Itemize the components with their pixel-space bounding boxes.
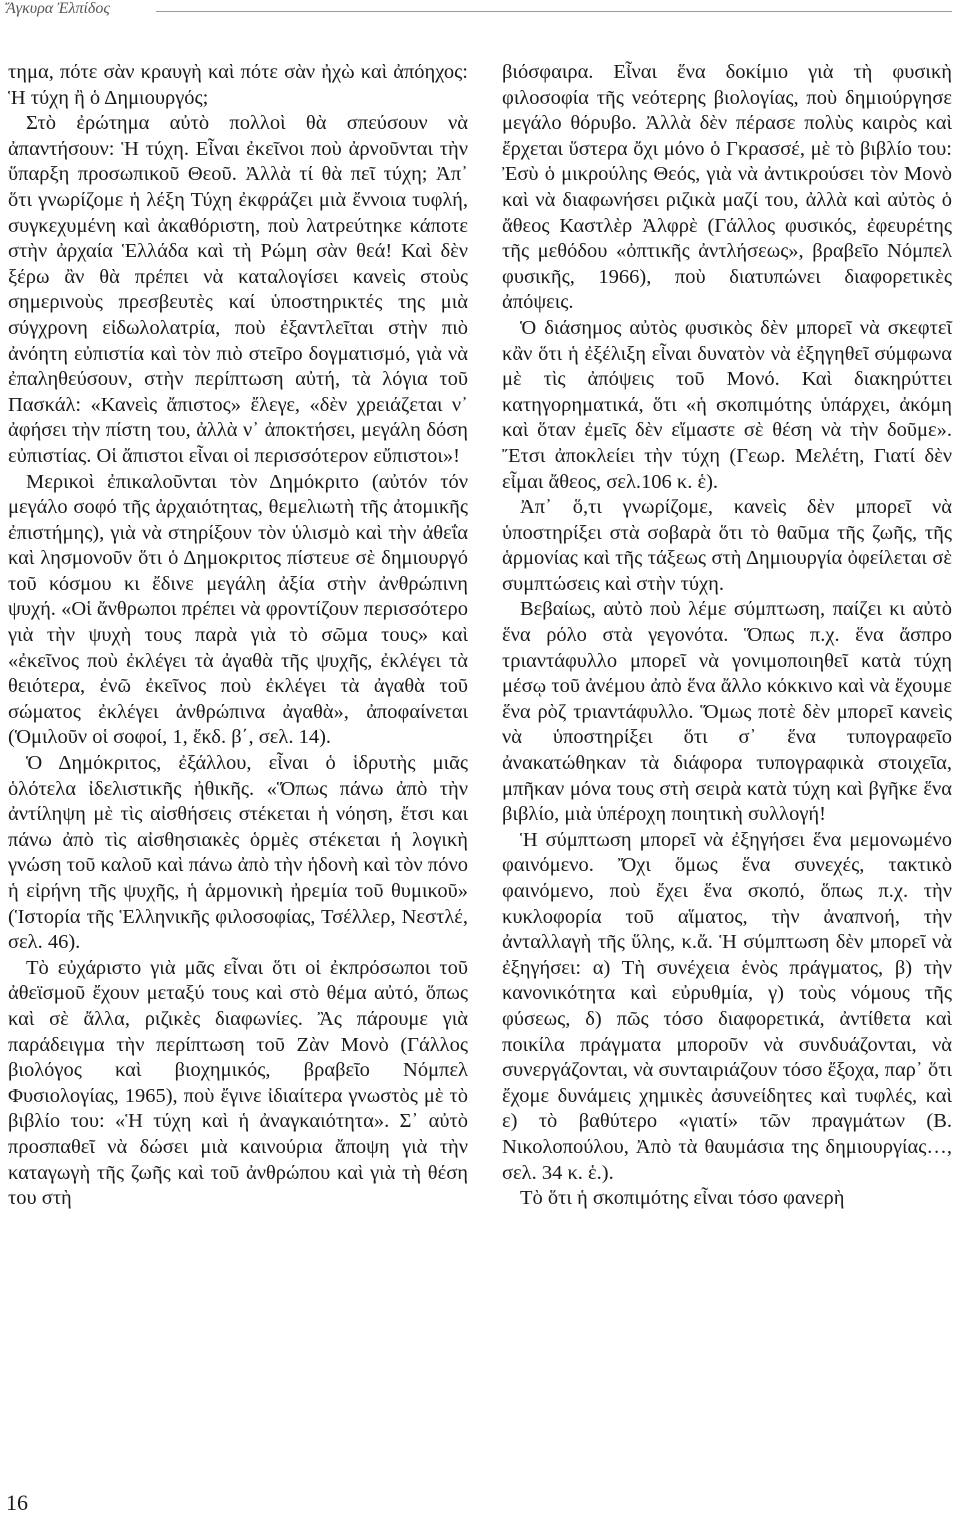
paragraph: Τὸ ὅτι ἡ σκοπιμότης εἶναι τόσο φανερὴ — [520, 1187, 845, 1210]
right-column — [502, 60, 952, 1212]
paragraph: Βεβαίως, αὐτὸ ποὺ λέμε σύμπτωση, παίζει κι αὐτὸ ἕνα ρόλο στὰ γεγονότα. Ὅπως π.χ. ἕνα ἄσπρο τριαντάφυλλο μπορεῖ νὰ γονιμοποιηθεῖ κατὰ τύχη μέσῳ τοῦ ἀνέμου ἀπὸ ἕνα ἄλλο κόκκινο καὶ νὰ ἔχουμε ἕνα ρὸζ τριαντάφυλλο. Ὅμως ποτὲ δὲν μπορεῖ κανεὶς νὰ ὑποστηρίξει ὅτι σ᾽ ἕνα τυπογραφεῖο ἀνακατώθηκαν τὰ διάφορα τυπογραφικὰ στοιχεῖα, μπῆκαν μόνα τους στὴ σειρὰ κατὰ τύχη καὶ βγῆκε ἕνα βιβλίο, μιὰ ὑπέροχη ποιητικὴ συλλογή! — [502, 598, 952, 826]
paragraph: Στὸ ἐρώτημα αὐτὸ πολλοὶ θὰ σπεύσουν νὰ ἀπαντήσουν: Ἡ τύχη. Εἶναι ἐκεῖνοι ποὺ ἀρνοῦνται τὴν ὕπαρξη προσωπικοῦ Θεοῦ. Ἀλλὰ τί θὰ πεῖ τύχη; Ἀπ᾽ ὅτι γνωρίζομε ἡ λέξη Τύχη ἐκφράζει μιὰ ἔννοια τυφλή, συγκεχυμένη καὶ ἀκαθόριστη, ποὺ λατρεύτηκε κάποτε στὴν ἀρχαία Ἑλλάδα καὶ τὴ Ρώμη σὰν θεά! Καὶ δὲν ξέρω ἂν θὰ πρέπει νὰ καταλογίσει κανεὶς στοὺς σημερινοὺς πρεσβευτὲς καί ὑποστηρικτές της μιὰ σύγχρονη εἰδωλολατρία, ποὺ ἐξαντλεῖται στὴν πιὸ ἀνόητη εὐπιστία καὶ τὸν πιὸ στεῖρο δογματισμό, γιὰ νὰ ἐπαληθεύσουν, στὴν περίπτωση αὐτή, τὰ λόγια τοῦ Πασκάλ: «Κανεὶς ἄπιστος» ἔλεγε, «δὲν χρειάζεται ν᾽ ἀφήσει τὴν πίστη του, ἀλλὰ ν᾽ ἀποκτήσει, μεγάλη δόση εὐπιστίας. Οἱ ἄπιστοι εἶναι οἱ περισσότερον εὔπιστοι»! — [8, 112, 468, 467]
paragraph: Μερικοὶ ἐπικαλοῦνται τὸν Δημόκριτο (αὐτόν τόν μεγάλο σοφό τῆς ἀρχαιότητας, θεμελιωτὴ τῆς ἀτομικῆς ἐπιστήμης), γιὰ νὰ στηρίξουν τὸν ὑλισμὸ καὶ τὴν ἀθεΐα καὶ λησμονοῦν ὅτι ὁ Δημοκριτος πίστευε σὲ δημιουργό τοῦ κόσμου κι ἔδινε μεγάλη ἀξία στὴν ἀνθρώπινη ψυχή. «Οἱ ἄνθρωποι πρέπει νὰ φροντίζουν περισσότερο γιὰ τὴν ψυχὴ τους παρὰ γιὰ τὸ σῶμα τους» καὶ «ἐκεῖνος ποὺ ἐκλέγει τὰ ἀγαθὰ τῆς ψυχῆς, ἐκλέγει τὰ θειότερα, ἐνῶ ἐκεῖνος ποὺ ἐκλέγει τὰ ἀγαθὰ τοῦ σώματος ἐκλέγει ἀνθρώπινα ἀγαθὰ», ἀποφαίνεται (Ὁμιλοῦν οἱ σοφοί, 1, ἔκδ. β΄, σελ. 14). — [8, 470, 468, 749]
paragraph: Ἡ σύμπτωση μπορεῖ νὰ ἐξηγήσει ἕνα μεμονωμένο φαινόμενο. Ὄχι ὅμως ἕνα συνεχές, τακτικὸ φαινόμενο, ποὺ ἔχει ἕνα σκοπό, ὅπως π.χ. τὴν κυκλοφορία τοῦ αἵματος, τὴν ἀναπνοή, τὴν ἀνταλλαγὴ τῆς ὕλης, κ.ἄ. Ἡ σύμπτωση δὲν μπορεῖ νὰ ἐξηγήσει: α) Τὴ συνέχεια ἑνὸς πράγματος, β) τὴν κανονικότητα καὶ εὐρυθμία, γ) τοὺς νόμους τῆς φύσεως, δ) πῶς τόσο διαφορετικά, ἀντίθετα καὶ ποικίλα πράγματα μποροῦν νὰ συνδυάζονται, νὰ συνεργάζονται, νὰ συνταιριάζουν τόσο ἔξοχα, παρ᾽ ὅτι ἔχομε δυνάμεις χημικὲς ἀσυνείδητες καὶ τυφλές, καὶ ε) τὸ βαθύτερο «γιατί» τῶν πραγμάτων (Β. Νικολοπούλου, Ἀπὸ τὰ θαυμάσια της δημιουργίας…, σελ. 34 κ. ἑ.). — [502, 828, 952, 1184]
paragraph: Ἀπ᾽ ὅ,τι γνωρίζομε, κανεὶς δὲν μπορεῖ νὰ ὑποστηρίξει στὰ σοβαρὰ ὅτι τὸ θαῦμα τῆς ζωῆς, τῆς ἁρμονίας καὶ τῆς τάξεως στὴ Δημιουργία ὀφείλεται σὲ συμπτώσεις καὶ στὴν τύχη. — [502, 496, 952, 595]
paragraph: βιόσφαιρα. Εἶναι ἕνα δοκίμιο γιὰ τὴ φυσικὴ φιλοσοφία τῆς νεότερης βιολογίας, ποὺ δημιούργησε μεγάλο θόρυβο. Ἀλλὰ δὲν πέρασε πολὺς καιρὸς καὶ ἔρχεται ὕστερα ὄχι μόνο ὁ Γκρασσέ, μὲ τὸ βιβλίο του: Ἐσὺ ὁ μικρούλης Θεός, γιὰ νὰ ἀντικρούσει τὸν Μονὸ καὶ νὰ διαφωνήσει ριζικὰ μαζί του, ἀλλὰ καὶ αὐτὸς ὁ ἄθεος Καστλὲρ Ἀλφρὲ (Γάλλος φυσικός, ἐφευρέτης τῆς μεθόδου «ὀπτικῆς ἀντλήσεως», βραβεῖο Νόμπελ φυσικῆς, 1966), ποὺ διατυπώνει διαφορετικὲς ἀπόψεις. — [502, 61, 952, 314]
page-number: 16 — [6, 1490, 28, 1515]
header-rule — [156, 11, 952, 12]
paragraph: τημα, πότε σὰν κραυγὴ καὶ πότε σὰν ἠχὼ καὶ ἀπόηχος: Ἡ τύχη ἢ ὁ Δημιουργός; — [8, 61, 468, 109]
left-column — [8, 60, 468, 1212]
paragraph: Ὁ Δημόκριτος, ἐξάλλου, εἶναι ὁ ἱδρυτὴς μιᾶς ὁλότελα ἰδελιστικῆς ἠθικῆς. «Ὅπως πάνω ἀπὸ τὴν ἀντίληψη μὲ τὶς αἰσθήσεις στέκεται ἡ νόηση, ἔτσι και πάνω ἀπὸ τὶς αἰσθησιακὲς ὁρμὲς στέκεται ἡ λογικὴ γνώση τοῦ καλοῦ καὶ πάνω ἀπὸ τὴν ἡδονὴ καὶ τὸν πόνο ἡ εἰρήνη τῆς ψυχῆς, ἡ ἁρμονικὴ ἠρεμία τοῦ θυμικοῦ» (Ἱστορία τῆς Ἑλληνικῆς φιλοσοφίας, Τσέλλερ, Νεστλέ, σελ. 46). — [8, 752, 468, 954]
paragraph: Ὁ διάσημος αὐτὸς φυσικὸς δὲν μπορεῖ νὰ σκεφτεῖ κἂν ὅτι ἡ ἐξέλιξη εἶναι δυνατὸν νὰ ἐξηγηθεῖ σύμφωνα μὲ τὶς ἀπόψεις τοῦ Μονό. Καὶ διακηρύττει κατηγορηματικά, ὅτι «ἡ σκοπιμότης ὑπάρχει, ἀκόμη καὶ ὅταν ἐμεῖς δὲν εἴμαστε σὲ θέση νὰ τὴν δοῦμε». Ἔτσι ἀποκλείει τὴν τύχη (Γεωρ. Μελέτη, Γιατί δὲν εἶμαι ἄθεος, σελ.106 κ. ἑ). — [502, 316, 952, 493]
header-title: Ἄγκυρα Ἐλπίδος — [6, 0, 110, 17]
running-header — [0, 0, 960, 24]
paragraph: Τὸ εὐχάριστο γιὰ μᾶς εἶναι ὅτι οἱ ἐκπρόσωποι τοῦ ἀθεϊσμοῦ ἔχουν μεταξύ τους καὶ στὸ θέμα αὐτό, ὅπως καὶ σὲ ἄλλα, ριζικὲς διαφωνίες. Ἂς πάρουμε γιὰ παράδειγμα τὴν περίπτωση τοῦ Ζὰν Μονὸ (Γάλλος βιολόγος καὶ βιοχημικός, βραβεῖο Νόμπελ Φυσιολογίας, 1965), ποὺ ἔγινε ἰδιαίτερα γνωστὸς μὲ τὸ βιβλίο του: «Ἡ τύχη καὶ ἡ ἀναγκαιότητα». Σ᾽ αὐτὸ προσπαθεῖ νὰ δώσει μιὰ καινούρια ἄποψη γιὰ τὴν καταγωγὴ τῆς ζωῆς καὶ τοῦ ἀνθρώπου καὶ γιὰ τὴ θέση του στὴ — [8, 956, 468, 1210]
